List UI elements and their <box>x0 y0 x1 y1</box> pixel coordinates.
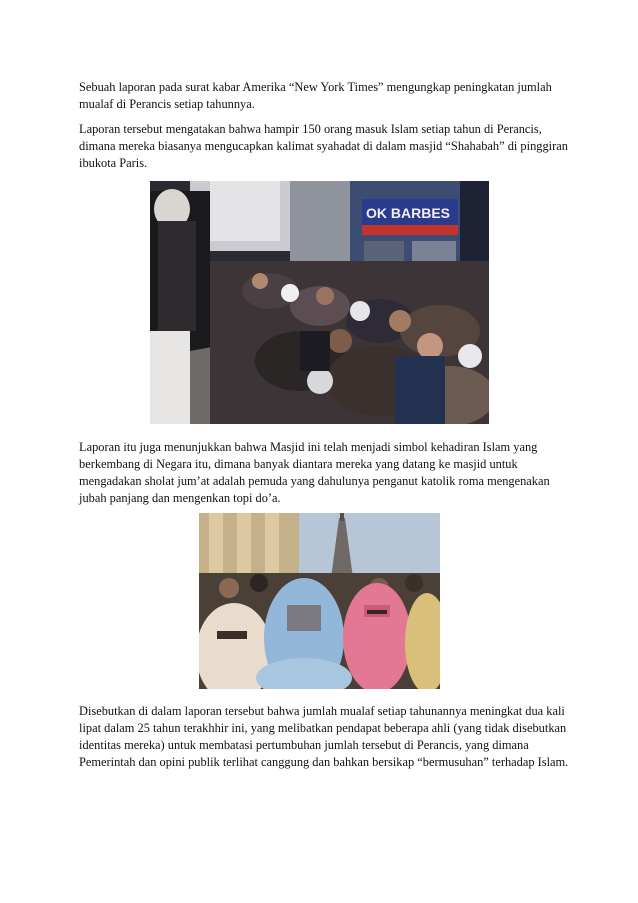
photo-women-eiffel <box>199 513 440 689</box>
photo-street-prayer <box>150 181 489 424</box>
shop-sign: OK BARBES <box>366 205 451 221</box>
paragraph-conclusion: Disebutkan di dalam laporan tersebut bahwa jumlah mualaf setiap tahunannya meningkat dua kali lipat dalam 25 tahun terakhhir ini, yang melibatkan pendapat beberapa ahli (yang tidak disebutkan identitas mereka) untuk membatasi pertumbuhan jumlah tersebut di Perancis, yang dimana Pemerintah dan opini publik terlihat canggung dan bahkan bersikap “bermusuhan” terhadap Islam. <box>79 704 569 769</box>
paragraph-intro: Sebuah laporan pada surat kabar Amerika “New York Times” mengungkap peningkatan jumlah mualaf di Perancis setiap tahunnya. <box>79 80 552 111</box>
paragraph-mosque-symbol: Laporan itu juga menunjukkan bahwa Masjid ini telah menjadi simbol kehadiran Islam yang berkembang di Negara itu, dimana banyak diantara mereka yang datang ke masjid untuk mengadakan sholat jum’at adalah pemuda yang dahulunya penganut katolik roma mengenakan jubah panjang dan mengenkan topi do’a. <box>79 440 550 505</box>
paragraph-report: Laporan tersebut mengatakan bahwa hampir 150 orang masuk Islam setiap tahun di Perancis, dimana mereka biasanya mengucapkan kalimat syahadat di dalam masjid “Shahabah” di pinggiran ibukota Paris. <box>79 122 568 170</box>
